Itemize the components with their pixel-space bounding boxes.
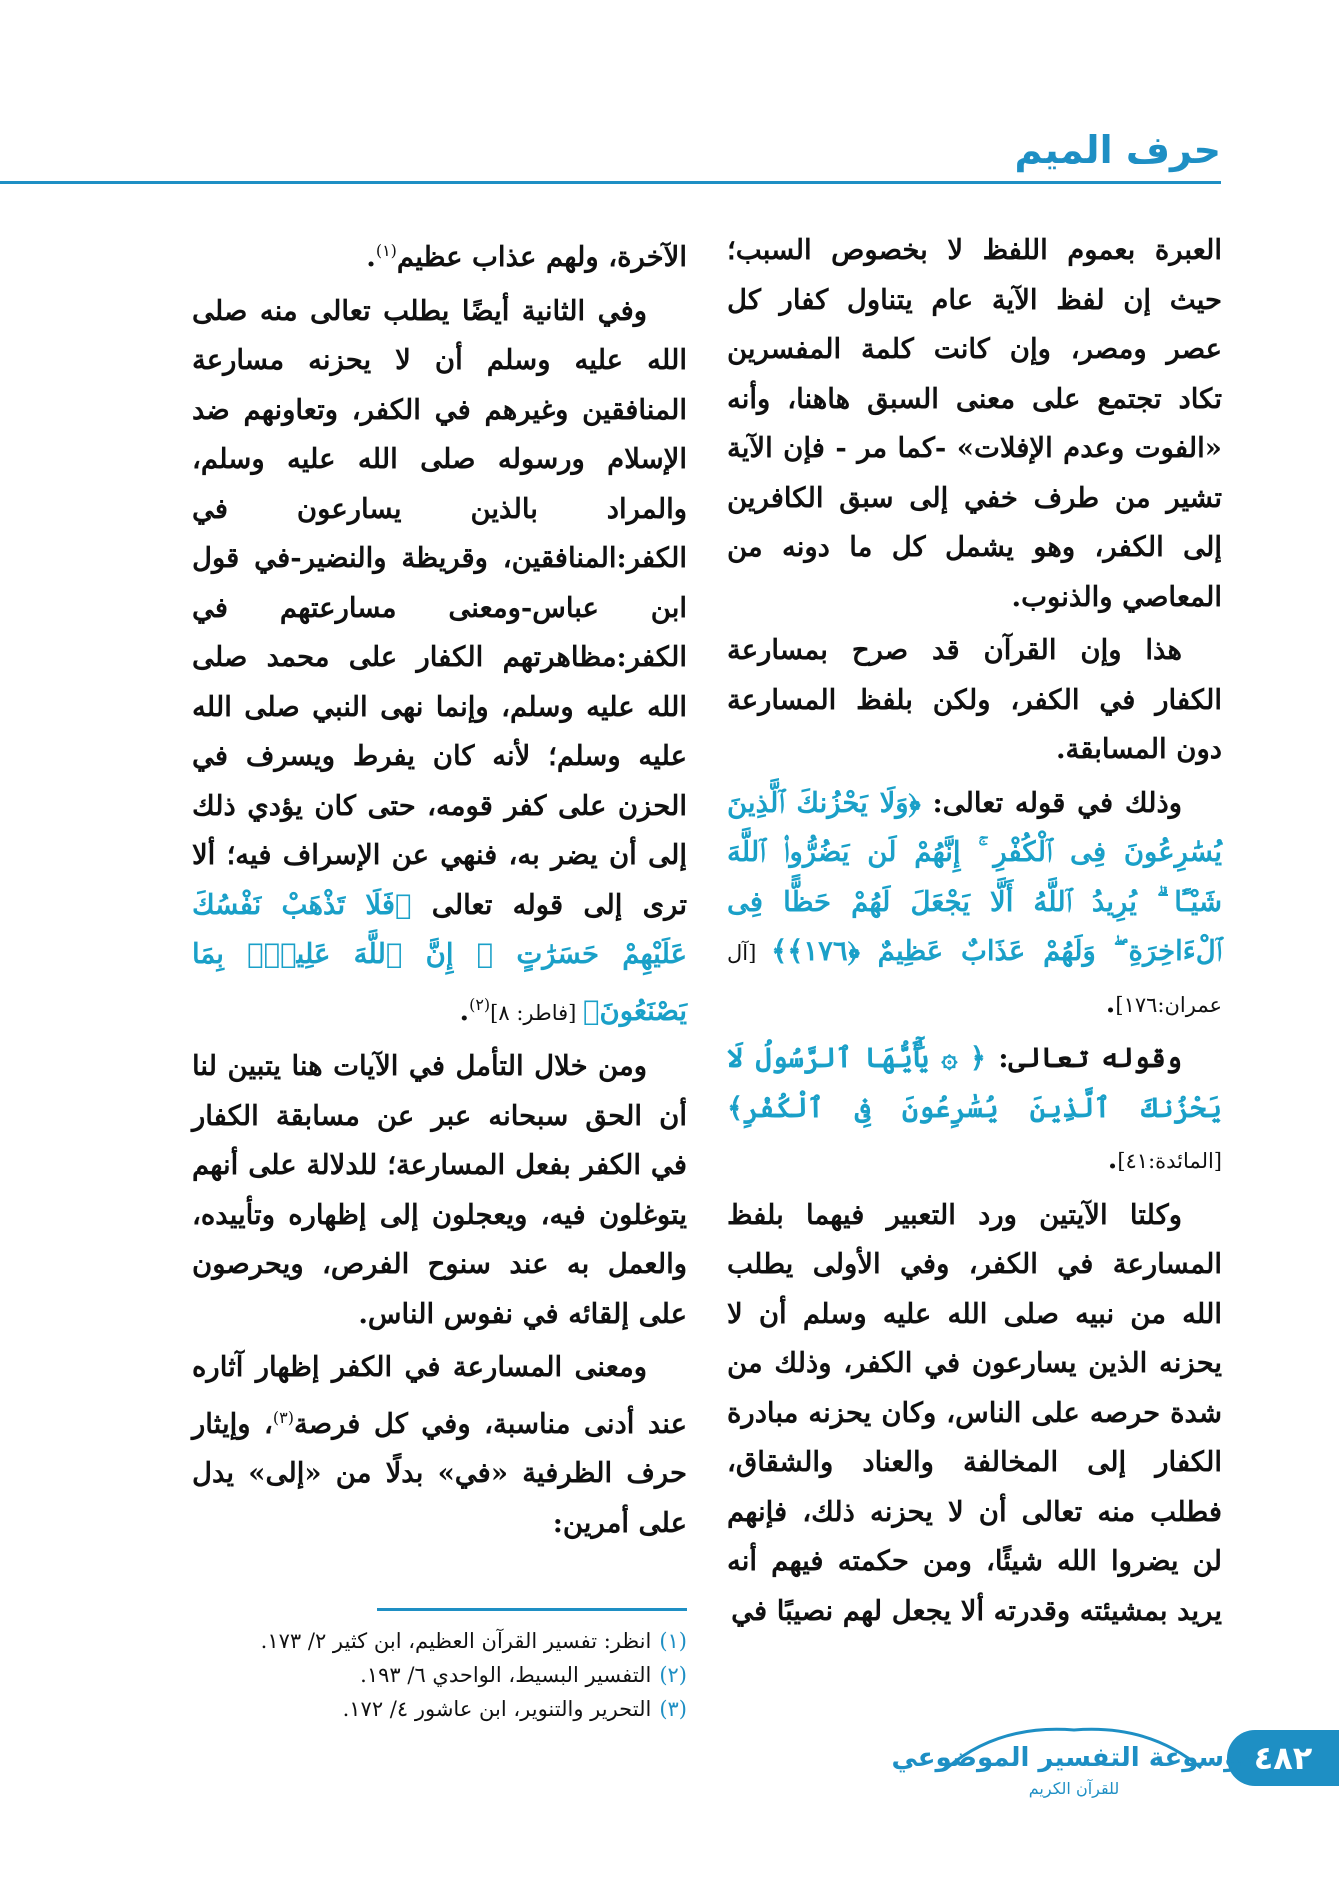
paragraph-text: وقوله تعالى: [985, 1042, 1182, 1074]
punctuation: . [366, 241, 376, 274]
quran-verse: ﴿فَلَا تَذْهَبْ نَفْسُكَ عَلَيْهِمْ حَسَرَٰتٍ ۚ إِنَّ ٱللَّهَ عَلِيمٌۢ بِمَا يَصْنَعُونَ﴾ [192, 888, 687, 1027]
punctuation: . [459, 994, 470, 1027]
paragraph-text: ومعنى المسارعة في الكفر إظهار آثاره عند أدنى مناسبة، وفي كل فرصة [192, 1351, 687, 1440]
quran-verse: ﴿ ۞ يَٰٓأَيُّهَا ٱلرَّسُولُ لَا يَحْزُنكَ ٱلَّذِينَ يُسَٰرِعُونَ فِى ٱلْكُفْرِ﴾ [727, 1042, 1222, 1124]
paragraph [192, 1042, 687, 1339]
paragraph-with-verse [727, 1034, 1222, 1187]
paragraph [192, 226, 687, 283]
logo-subtitle: للقرآن الكريم [1028, 1779, 1120, 1798]
paragraph [727, 1191, 1222, 1637]
footnote-number: (١) [659, 1629, 687, 1653]
paragraph-text: وفي الثانية أيضًا يطلب تعالى منه صلى الله عليه وسلم أن لا يحزنه مسارعة المنافقين وغيرهم في الكفر، وتعاونهم ضد الإسلام ورسوله صلى الله عليه وسلم، والمراد بالذين يسارعون في الكفر:المنافقين، وقريظة والنضير-في قول ابن عباس-ومعنى مسارعتهم في الكفر:مظاهرتهم الكفار على محمد صلى الله عليه وسلم، وإنما نهى النبي صلى الله عليه وسلم؛ لأنه كان يفرط ويسرف في الحزن على كفر قومه، حتى كان يؤدي ذلك إلى أن يضر به، فنهي عن الإسراف فيه؛ ألا ترى إلى قوله تعالى [192, 294, 687, 921]
footnote-text: التفسير البسيط، الواحدي ٦/ ١٩٣. [360, 1663, 652, 1687]
footnote [192, 1624, 687, 1658]
paragraph-text: العبرة بعموم اللفظ لا بخصوص السبب؛ حيث إن لفظ الآية عام يتناول كفار كل عصر ومصر، وإن كانت كلمة المفسرين تكاد تجتمع على معنى السبق هاهنا، وأنه «الفوت وعدم الإفلات» -كما مر - فإن الآية تشير من طرف خفي إلى سبق الكافرين إلى الكفر، وهو يشمل كل ما دونه من المعاصي والذنوب. [727, 234, 1222, 613]
paragraph [727, 226, 1222, 622]
section-title: حرف الميم [1014, 128, 1221, 172]
footnote-marker[interactable]: (١) [375, 241, 397, 260]
paragraph-text: وكلتا الآيتين ورد التعبير فيهما بلفظ المسارعة في الكفر، وفي الأولى يطلب الله من نبيه صلى الله عليه وسلم أن لا يحزنه الذين يسارعون في الكفر، وذلك من شدة حرصه على الناس، وكان يحزنه مبادرة الكفار إلى المخالفة والعناد والشقاق، فطلب منه تعالى أن لا يحزنه ذلك، فإنهم لن يضروا الله شيئًا، ومن حكمته فيهم أنه يريد بمشيئته وقدرته ألا يجعل لهم نصيبًا في [727, 1198, 1222, 1627]
quran-verse: ﴿وَلَا يَحْزُنكَ ٱلَّذِينَ يُسَٰرِعُونَ فِى ٱلْكُفْرِ ۚ إِنَّهُمْ لَن يَضُرُّوا۟ ٱللَّهَ شَيْـًٔا ۗ يُرِيدُ ٱللَّهُ أَلَّا يَجْعَلَ لَهُمْ حَظًّا فِى ٱلْءَاخِرَةِ ۖ وَلَهُمْ عَذَابٌ عَظِيمٌ ﴿١٧٦﴾﴾ [727, 786, 1222, 967]
punctuation: . [1107, 1143, 1118, 1175]
encyclopedia-logo [891, 1716, 1257, 1802]
footnote-marker[interactable]: (٣) [272, 1407, 294, 1427]
footnote-text: التحرير والتنوير، ابن عاشور ٤/ ١٧٢. [342, 1697, 652, 1721]
paragraph-with-verse [727, 779, 1222, 1031]
left-column [192, 226, 687, 1552]
footnote [192, 1692, 687, 1726]
paragraph-text: وذلك في قوله تعالى: [920, 786, 1183, 819]
verse-reference: [فاطر: ٨] [490, 1000, 584, 1025]
paragraph [727, 626, 1222, 775]
paragraph-text: هذا وإن القرآن قد صرح بمسارعة الكفار في الكفر، ولكن بلفظ المسارعة دون المسابقة. [727, 634, 1222, 765]
footnote-marker[interactable]: (٢) [469, 994, 491, 1014]
paragraph-with-verse [192, 287, 687, 1039]
footnotes [192, 1624, 687, 1726]
verse-reference: [آل عمران:١٧٦] [727, 941, 1222, 1017]
punctuation: . [1105, 986, 1116, 1019]
footnote [192, 1658, 687, 1692]
verse-reference: [المائدة:٤١] [1117, 1149, 1222, 1173]
header-divider [0, 181, 1221, 184]
paragraph-text: ومن خلال التأمل في الآيات هنا يتبين لنا أن الحق سبحانه عبر عن مسابقة الكفار في الكفر بفعل المسارعة؛ للدلالة على أنهم يتوغلون فيه، ويعجلون إلى إظهاره وتأييده، والعمل به عند سنوح الفرص، ويحرصون على إلقائه في نفوس الناس. [192, 1050, 687, 1330]
footnote-number: (٢) [659, 1663, 687, 1687]
footnote-text: انظر: تفسير القرآن العظيم، ابن كثير ٢/ ١٧٣. [260, 1629, 652, 1653]
page-number: ٤٨٢ [1227, 1730, 1339, 1786]
footnote-divider [377, 1608, 687, 1611]
paragraph [192, 1343, 687, 1548]
paragraph-text: ، وإيثار حرف الظرفية «في» بدلًا من «إلى» يدل على أمرين: [192, 1407, 687, 1539]
right-column [727, 226, 1222, 1640]
paragraph-text: الآخرة، ولهم عذاب عظيم [396, 241, 687, 274]
footnote-number: (٣) [659, 1697, 687, 1721]
logo-title: موسوعة التفسير الموضوعي [891, 1743, 1257, 1773]
